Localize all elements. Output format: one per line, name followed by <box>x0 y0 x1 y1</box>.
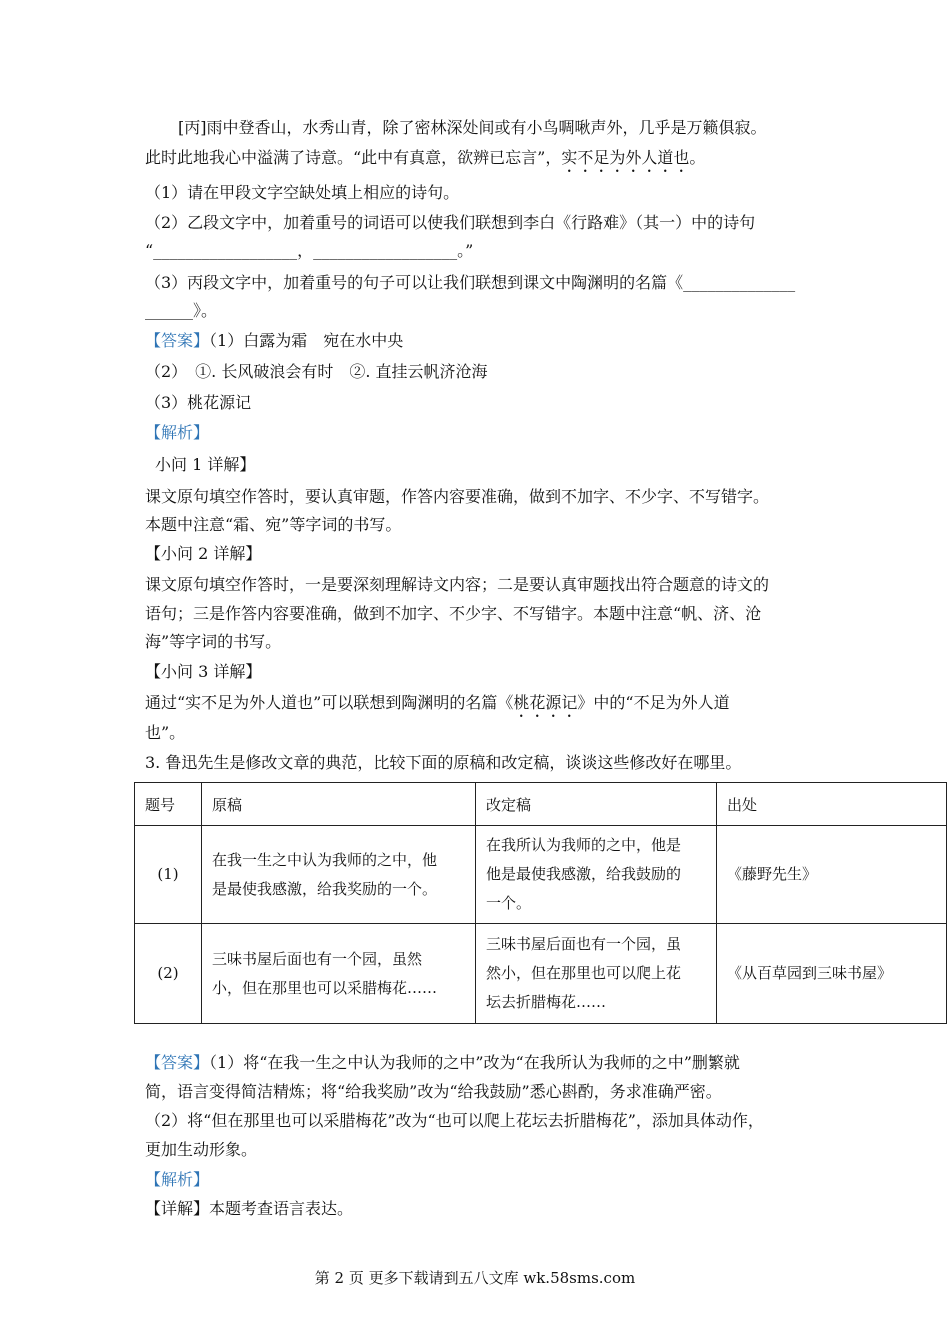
question-3-intro: 3. 鲁迅先生是修改文章的典范，比较下面的原稿和改定稿，谈谈这些修改好在哪里。 <box>145 753 742 772</box>
para-bing-line2 <box>145 147 705 176</box>
answer2-line4: 更加生动形象。 <box>145 1140 258 1159</box>
sub3-line2: 也”。 <box>145 723 186 742</box>
question-2: （2）乙段文字中，加着重号的词语可以使我们联想到李白《行路难》（其一）中的诗句 <box>145 213 756 232</box>
table-row <box>135 826 947 924</box>
row-original: 在我一生之中认为我师的之中，他 是最使我感激，给我奖励的一个。 <box>202 826 476 924</box>
row-num: (1) <box>135 826 202 924</box>
comparison-table <box>134 782 947 1024</box>
header-revised: 改定稿 <box>476 783 717 826</box>
answer-3: （3）桃花源记 <box>145 393 252 412</box>
row-source: 《从百草园到三味书屋》 <box>717 924 947 1024</box>
row-revised: 在我所认为我师的之中，他是 他是最使我感激，给我鼓励的 一个。 <box>476 826 717 924</box>
answer-1-text: （1）白露为霜 宛在水中央 <box>209 331 404 350</box>
emphasized-title: 桃花源记 <box>513 693 578 712</box>
header-original: 原稿 <box>202 783 476 826</box>
table-header-row <box>135 783 947 826</box>
question-2-blanks: “__________________，__________________。” <box>145 241 474 260</box>
page-footer: 第 2 页 更多下载请到五八文库 wk.58sms.com <box>314 1269 636 1287</box>
sub1-line1: 课文原句填空作答时，要认真审题，作答内容要准确，做到不加字、不少字、不写错字。 <box>145 487 770 506</box>
sub1-title: 小问 1 详解】 <box>155 455 256 474</box>
row-original: 三味书屋后面也有一个园，虽然 小，但在那里也可以采腊梅花…… <box>202 924 476 1024</box>
answer-1 <box>145 330 403 352</box>
answer2-line1-text: （1）将“在我一生之中认为我师的之中”改为“在我所认为我师的之中”删繁就 <box>209 1053 740 1072</box>
sub3-line1-end: 》中的“不足为外人道 <box>577 693 730 712</box>
para-bing-line1: [丙]雨中登香山，水秀山青，除了密林深处间或有小鸟啁啾声外，几乎是万籁俱寂。 <box>178 118 767 137</box>
emphasized-sentence: 实不足为外人道也 <box>561 148 690 167</box>
table-row <box>135 924 947 1024</box>
answer2-line3: （2）将“但在那里也可以采腊梅花”改为“也可以爬上花坛去折腊梅花”，添加具体动作， <box>145 1111 764 1130</box>
answer2-label: 【答案】 <box>145 1053 210 1072</box>
question-1: （1）请在甲段文字空缺处填上相应的诗句。 <box>145 183 460 202</box>
sub2-line3: 海”等字词的书写。 <box>145 632 282 651</box>
sub3-line1 <box>145 692 730 721</box>
row-revised: 三味书屋后面也有一个园，虽 然小，但在那里也可以爬上花 坛去折腊梅花…… <box>476 924 717 1024</box>
row-source: 《藤野先生》 <box>717 826 947 924</box>
para-bing-line2-text: 此时此地我心中溢满了诗意。“此中有真意，欲辨已忘言”， <box>145 148 562 167</box>
sub1-line2: 本题中注意“霜、宛”等字词的书写。 <box>145 515 402 534</box>
sub3-title: 【小问 3 详解】 <box>145 662 262 681</box>
sub2-title: 【小问 2 详解】 <box>145 544 262 563</box>
header-source: 出处 <box>717 783 947 826</box>
analysis2-label: 【解析】 <box>145 1170 210 1189</box>
analysis2-detail: 【详解】本题考查语言表达。 <box>145 1199 354 1218</box>
answer2-line1 <box>145 1052 740 1074</box>
answer-2: （2） ①. 长风破浪会有时 ②. 直挂云帆济沧海 <box>145 362 488 381</box>
sub2-line1: 课文原句填空作答时，一是要深刻理解诗文内容；二是要认真审题找出符合题意的诗文的 <box>145 575 770 594</box>
row-num: (2) <box>135 924 202 1024</box>
header-num: 题号 <box>135 783 202 826</box>
sub3-line1-text: 通过“实不足为外人道也”可以联想到陶渊明的名篇《 <box>145 693 514 712</box>
para-bing-line2-end: 。 <box>689 148 706 167</box>
sub2-line2: 语句；三是作答内容要准确，做到不加字、不少字、不写错字。本题中注意“帆、济、沧 <box>145 604 762 623</box>
question-3-cont: ______》。 <box>145 301 218 320</box>
answer2-line2: 简，语言变得简洁精炼；将“给我奖励”改为“给我鼓励”悉心斟酌，务求准确严密。 <box>145 1082 722 1101</box>
answer-label: 【答案】 <box>145 331 210 350</box>
question-3: （3）丙段文字中，加着重号的句子可以让我们联想到课文中陶渊明的名篇《______________ <box>145 273 796 292</box>
analysis-label: 【解析】 <box>145 423 210 442</box>
